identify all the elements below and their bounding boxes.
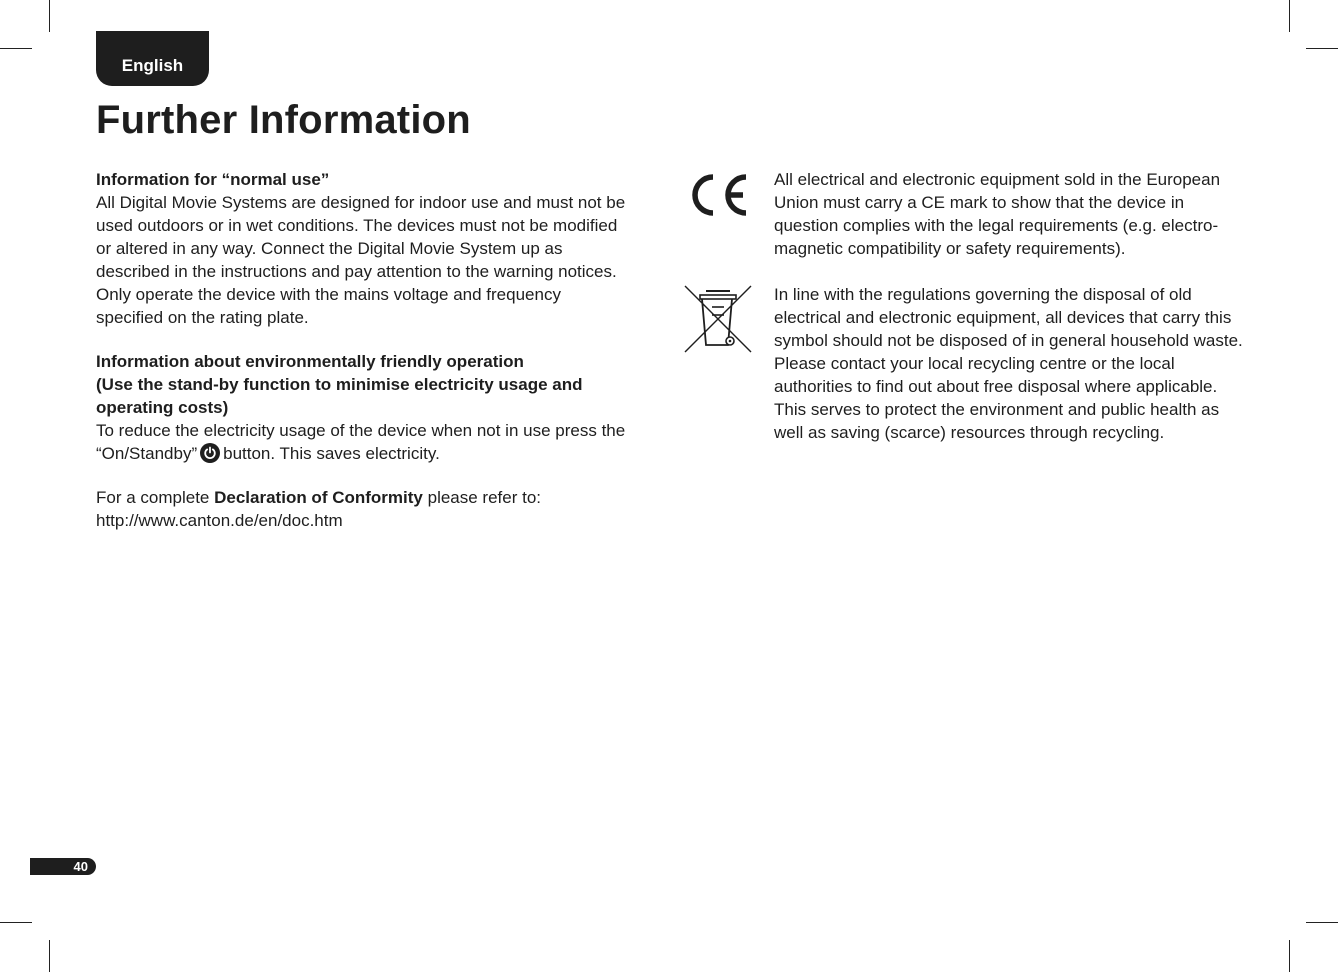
- environment-body-after: button. This saves electricity.: [223, 444, 440, 463]
- conformity-bold: Declaration of Conformity: [214, 488, 423, 507]
- ce-mark-icon: [688, 172, 750, 218]
- crop-mark: [1289, 0, 1290, 32]
- power-icon: [200, 443, 220, 463]
- conformity-suffix: please refer to:: [427, 488, 542, 507]
- crop-mark: [1306, 922, 1338, 923]
- crossed-out-bin-icon: [682, 283, 754, 355]
- normal-use-body: All Digital Movie Systems are designed for indoor use and must not be used outdoors or in wet conditions. The devices must not be modified or altered in any way. Connect the Digital Movie System up as described in the instructions and pay attention to the warning notices. Only operate the device with the mains voltage and frequency specified on the rating plate.: [96, 193, 626, 327]
- environment-heading: Information about environmentally friendly operation: [96, 352, 524, 371]
- crop-mark: [49, 0, 50, 32]
- crop-mark: [1289, 940, 1290, 972]
- conformity-prefix: For a complete: [96, 488, 210, 507]
- left-column: [96, 168, 626, 532]
- crop-mark: [49, 940, 50, 972]
- page-number: 40: [73, 859, 88, 874]
- environment-body: [96, 419, 626, 465]
- page-title: Further Information: [96, 98, 471, 142]
- conformity-url[interactable]: http://www.canton.de/en/doc.htm: [96, 511, 343, 530]
- crop-mark: [1306, 48, 1338, 49]
- crop-mark: [0, 48, 32, 49]
- weee-paragraph: In line with the regulations governing the disposal of old electrical and electronic equipment, all devices that carry this symbol should not be disposed of in general household waste. Please contact your local recycling centre or the local authorities to find out about free disposal where applicable. This serves to protect the environment and public health as well as saving (scarce) resources through recycling.: [774, 285, 1243, 442]
- normal-use-heading: Information for “normal use”: [96, 170, 330, 189]
- right-column: [774, 168, 1249, 444]
- language-label: English: [121, 56, 184, 75]
- crop-mark: [0, 922, 32, 923]
- environment-body-before: To reduce the electricity usage of the device when not in use press the “On/Standby”: [96, 421, 626, 463]
- ce-paragraph: All electrical and electronic equipment sold in the European Union must carry a CE mark to show that the device in question complies with the legal requirements (e.g. electro-magnetic compatibility or safety requirements).: [774, 170, 1221, 258]
- conformity-line: [96, 486, 626, 509]
- language-tab: [96, 31, 209, 86]
- page-number-badge: [30, 858, 96, 875]
- environment-subheading: (Use the stand-by function to minimise electricity usage and operating costs): [96, 375, 583, 417]
